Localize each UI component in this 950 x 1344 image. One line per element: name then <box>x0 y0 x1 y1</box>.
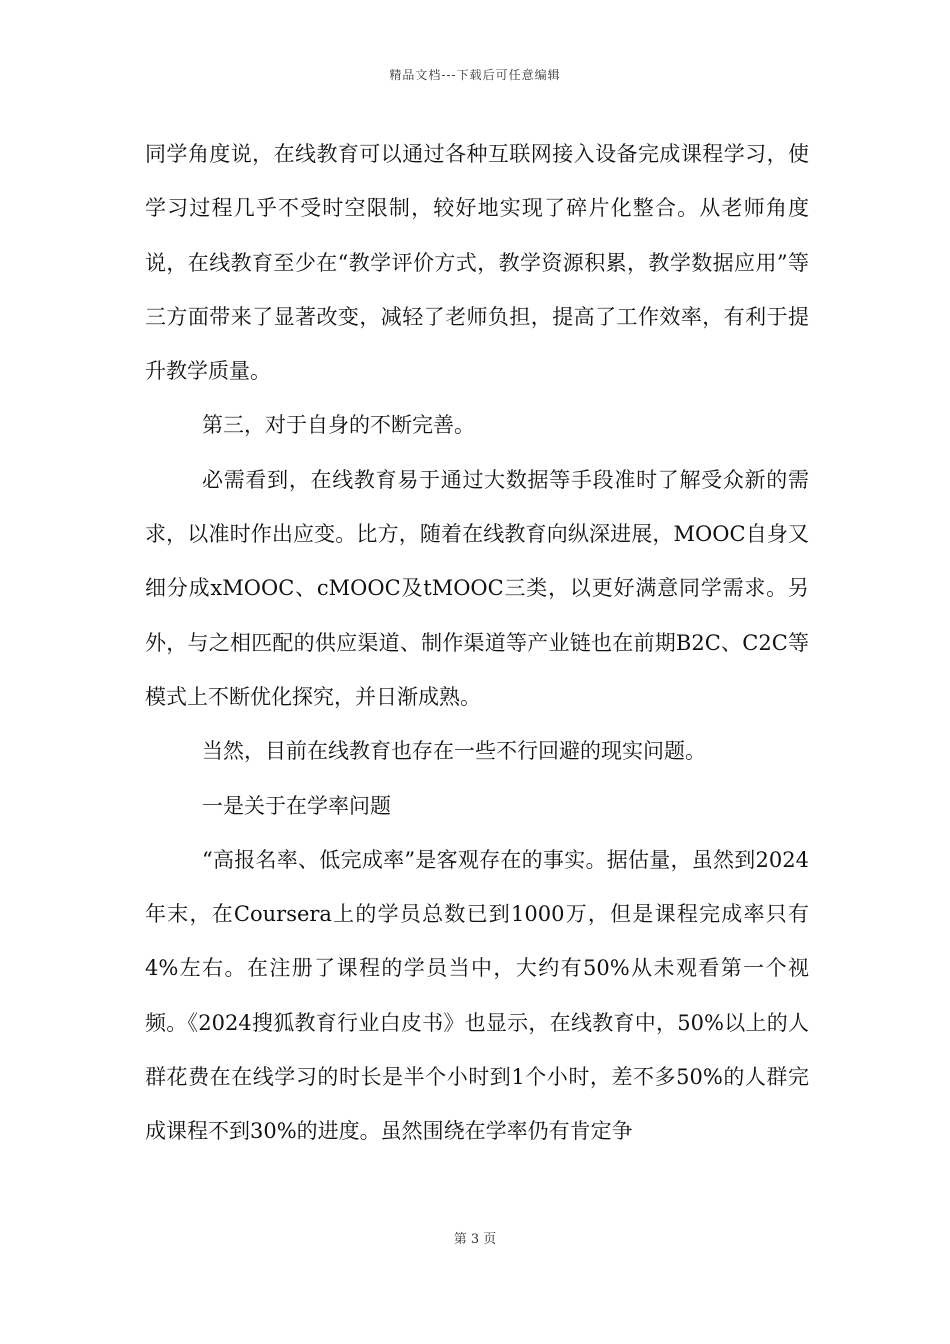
document-body <box>145 127 809 1159</box>
paragraph: 一是关于在学率问题 <box>202 793 391 818</box>
paragraph: “高报名率、低完成率”是客观存在的事实。据估量，虽然到2024年末，在Coursera上的学员总数已到1000万，但是课程完成率只有4%左右。在注册了课程的学员当中，大约有50%从未观看第一个视频。《2024搜狐教育行业白皮书》也显示，在线教育中，50%以上的人群花费在在线学习的时长是半个小时到1个小时，差不多50%的人群完成课程不到30%的进度。虽然围绕在学率仍有肯定争 <box>145 847 809 1144</box>
page-number: 第 3 页 <box>453 1232 497 1247</box>
paragraph: 第三，对于自身的不断完善。 <box>202 413 475 438</box>
page-header: 精品文档---下载后可任意编辑 <box>389 68 561 82</box>
paragraph: 当然，目前在线教育也存在一些不行回避的现实问题。 <box>202 739 706 764</box>
paragraph: 同学角度说，在线教育可以通过各种互联网接入设备完成课程学习，使学习过程几乎不受时空限制，较好地实现了碎片化整合。从老师角度说，在线教育至少在“教学评价方式，教学资源积累，教学数据应用”等三方面带来了显著改变，减轻了老师负担，提高了工作效率，有利于提升教学质量。 <box>145 142 809 384</box>
paragraph: 必需看到，在线教育易于通过大数据等手段准时了解受众新的需求，以准时作出应变。比方，随着在线教育向纵深进展，MOOC自身又细分成xMOOC、cMOOC及tMOOC三类，以更好满意同学需求。另外，与之相匹配的供应渠道、制作渠道等产业链也在前期B2C、C2C等模式上不断优化探究，并日渐成熟。 <box>145 467 809 709</box>
